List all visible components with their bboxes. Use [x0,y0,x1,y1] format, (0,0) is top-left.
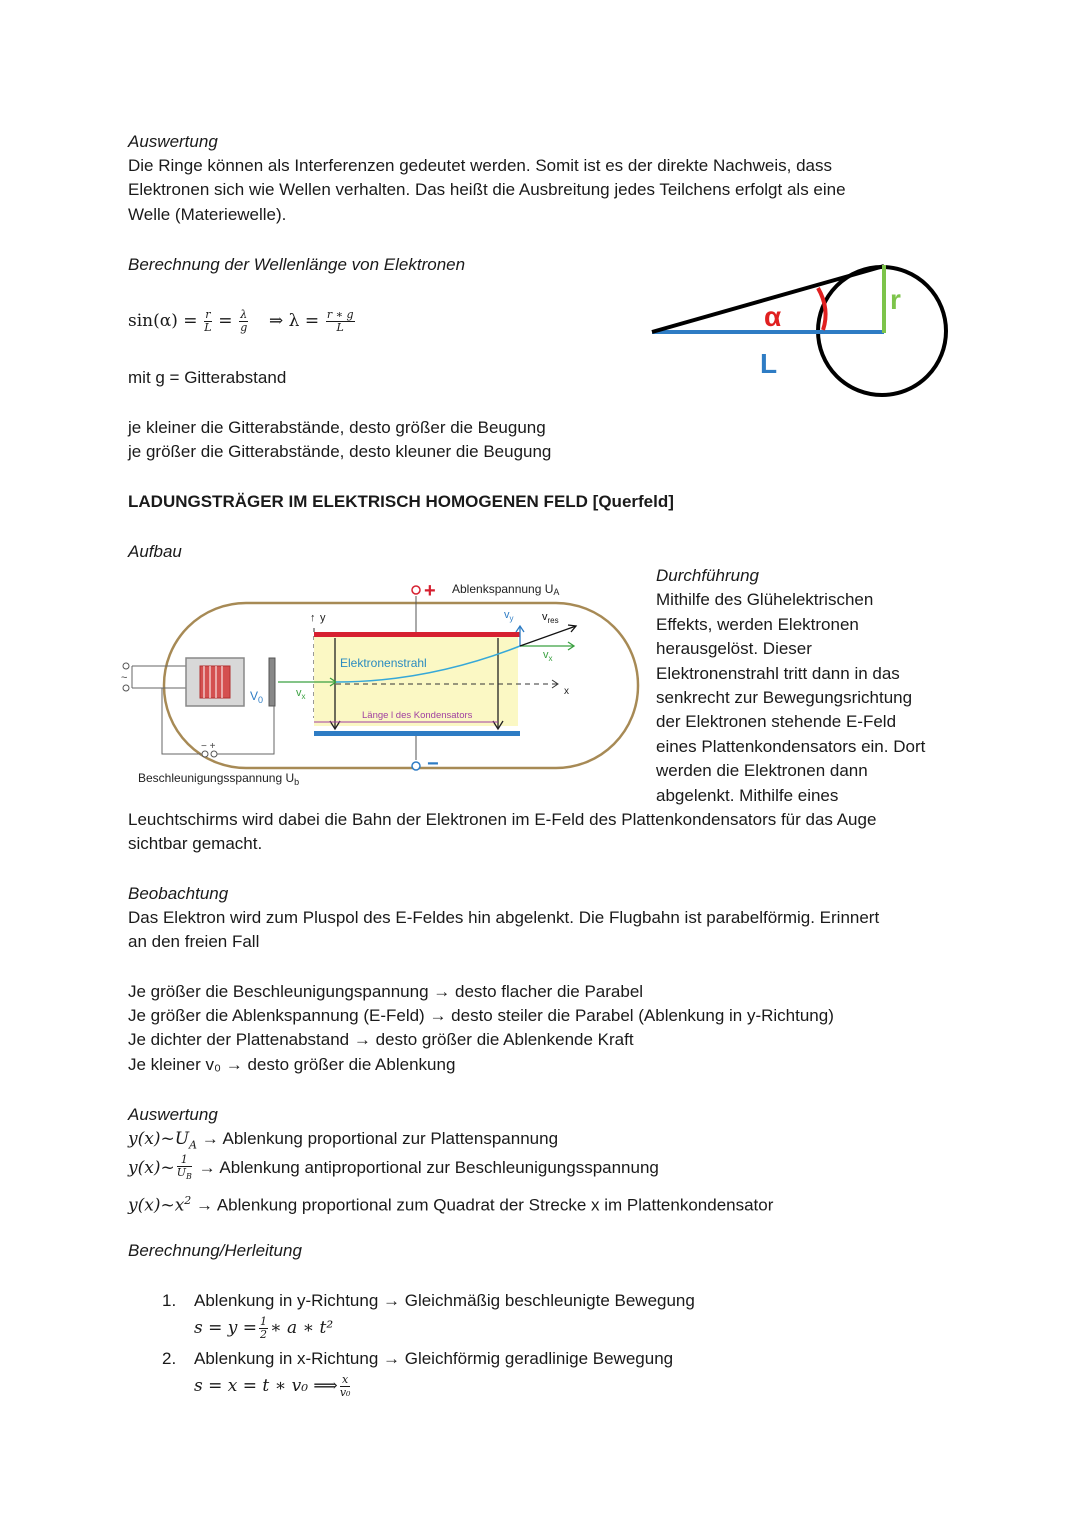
vres-label: $v_{res}$ [542,611,559,625]
durchfuehrung-line: Elektronenstrahl tritt dann in das [656,664,900,683]
diffraction-angle-diagram [640,255,970,400]
rule-line: Je dichter der Plattenabstand → desto größer die Ablenkende Kraft [128,1030,634,1049]
length-label: Länge l des Kondensators [362,710,473,721]
durchfuehrung-line: der Elektronen stehende E-Feld [656,712,897,731]
accel-voltage-label: Beschleunigungsspannung $U_b$ [138,771,300,787]
proportionality-line: $y(x)\sim U_A$ → Ablenkung proportional zur Plattenspannung [128,1129,559,1152]
durchfuehrung-line: Leuchtschirms wird dabei die Bahn der Elektronen im E-Feld des Plattenkondensators für das Auge [128,810,877,829]
accel-wire [216,706,274,754]
svg-text:− +: − + [201,741,216,752]
beobachtung-line: an den freien Fall [128,932,260,951]
gitterabstand-note: mit g = Gitterabstand [128,368,287,387]
vx-label: $v_x$ [296,687,306,701]
auswertung-heading: Auswertung [128,132,218,151]
durchfuehrung-line: abgelenkt. Mithilfe eines [656,786,839,805]
plus-terminal [412,586,420,594]
minus-sign: − [427,753,439,775]
deflection-tube-diagram [118,570,648,792]
formula-fraction: $\frac{r ∗ g}{L}$ [326,308,354,335]
herleitung-heading: Berechnung/Herleitung [128,1241,302,1260]
y-axis-label: y [320,612,326,624]
L-label: L [760,348,778,379]
auswertung2-heading: Auswertung [128,1105,218,1124]
r-label: r [890,284,901,315]
wavelength-formula [128,304,357,338]
formula-x: s = x = t ∗ v₀ ⟹ $\frac{x}{\text{v₀}}$ [194,1373,351,1400]
ac-symbol: ~ [121,672,128,684]
y-axis-arrow: ↑ [310,612,316,624]
plus-sign: + [424,580,436,602]
formula-y: s = y = $\frac{1}{2}$ ∗ a ∗ t² [194,1315,334,1342]
rule-line: Je größer die Beschleunigungspannung → desto flacher die Parabel [128,982,644,1001]
list-item-text: Ablenkung in y-Richtung → Gleichmäßig beschleunigte Bewegung [194,1291,695,1310]
durchfuehrung-line: Mithilfe des Glühelektrischen [656,590,874,609]
durchfuehrung-heading: Durchführung [656,566,760,585]
durchfuehrung-line: sichtbar gemacht. [128,834,263,853]
formula-fraction: $\frac{\lambda}{g}$ [240,308,248,335]
durchfuehrung-line: Effekts, werden Elektronen [656,615,859,634]
paragraph-line: Die Ringe können als Interferenzen gedeutet werden. Somit ist es der direkte Nachweis, dass [128,156,832,175]
minus-plate [314,731,520,736]
list-item-text: Ablenkung in x-Richtung → Gleichförmig geradlinige Bewegung [194,1349,674,1368]
paragraph-line: Elektronen sich wie Wellen verhalten. Das heißt die Ausbreitung jedes Teilchens erfolgt als eine [128,180,846,199]
proportionality-line: y(x)~ $\frac{1}{U_B}$ → Ablenkung antiproportional zur Beschleunigungsspannung [128,1152,659,1182]
deflection-voltage-label: Ablenkspannung UA [452,582,560,597]
v0-label: $V_0$ [250,689,264,705]
beam-label: Elektronenstrahl [340,656,427,670]
aufbau-heading: Aufbau [128,542,182,561]
proportionality-line: $y(x)\sim x^2$ → Ablenkung proportional zum Quadrat der Strecke x im Plattenkondensator [128,1194,774,1216]
vres-vector [520,626,576,646]
paragraph-line: Welle (Materiewelle). [128,205,287,224]
vy-label: $v_y$ [504,609,514,623]
durchfuehrung-line: senkrecht zur Bewegungsrichtung [656,688,913,707]
formula-fraction: $\frac{r}{L}$ [204,308,212,335]
durchfuehrung-line: werden die Elektronen dann [656,761,868,780]
rule-line: Je kleiner v₀ → desto größer die Ablenkung [128,1055,456,1074]
anode [269,658,275,706]
calc-heading: Berechnung der Wellenlänge von Elektronen [128,255,466,274]
x-axis-label: x [564,686,569,697]
minus-terminal [412,762,420,770]
list-number: 1. [162,1291,177,1310]
terminal [123,663,129,669]
formula-arrow: ⇒ λ = [269,311,320,331]
beobachtung-line: Das Elektron wird zum Pluspol des E-Feldes hin abgelenkt. Die Flugbahn ist parabelförmig. Erinnert [128,908,880,927]
beugung-line: je kleiner die Gitterabstände, desto größer die Beugung [128,418,546,437]
plus-plate [314,632,520,637]
beobachtung-heading: Beobachtung [128,884,229,903]
terminal [123,685,129,691]
alpha-label: α [764,301,782,332]
formula-eq: = [218,311,233,331]
durchfuehrung-line: eines Plattenkondensators ein. Dort [656,737,926,756]
vx-label-right: $v_x$ [543,649,553,663]
rule-line: Je größer die Ablenkspannung (E-Feld) → desto steiler die Parabel (Ablenkung in y-Richtung) [128,1006,834,1025]
list-number: 2. [162,1349,177,1368]
formula-sin: sin(α) = [128,311,198,331]
field-heading: LADUNGSTRÄGER IM ELEKTRISCH HOMOGENEN FELD [Querfeld] [128,492,674,511]
beugung-line: je größer die Gitterabstände, desto kleuner die Beugung [128,442,552,461]
durchfuehrung-line: herausgelöst. Dieser [656,639,812,658]
